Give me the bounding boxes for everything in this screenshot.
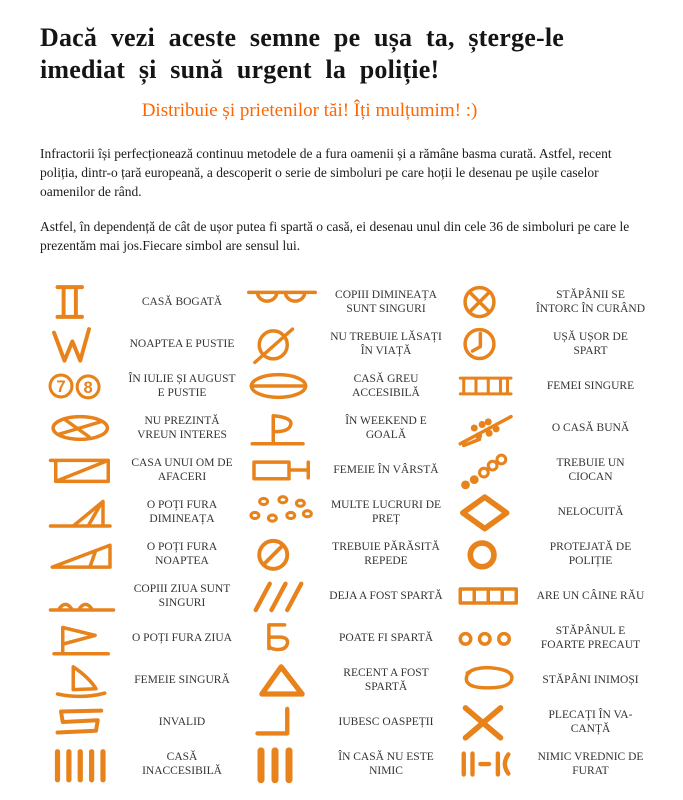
symbol-cell: [240, 533, 448, 575]
symbol-label: FEMEI SINGURE: [546, 379, 635, 392]
symbol-cell: [240, 281, 448, 323]
symbol-label: NU PREZINTĂ VREUN INTERES: [137, 414, 227, 441]
slashed-circle-icon: [240, 323, 324, 365]
oval-icon: [448, 659, 532, 701]
symbol-cell: [448, 407, 649, 449]
symbol-cell: [40, 491, 240, 533]
symbol-label: POATE FI SPARTĂ: [338, 631, 434, 644]
thick-circle-icon: [448, 533, 532, 575]
symbol-label: O POȚI FURA NOAPTEA: [146, 540, 218, 567]
triangle-line-morning-icon: [40, 491, 124, 533]
triangle-icon: [240, 659, 324, 701]
seven-eight-icon: [40, 365, 124, 407]
symbol-label: CASĂ INACCESIBILĂ: [142, 750, 222, 777]
symbol-cell: [40, 281, 240, 323]
triangle-long-night-icon: [40, 533, 124, 575]
symbol-label: CASĂ GREU ACCESIBILĂ: [352, 372, 420, 399]
symbol-label: ÎN IULIE ȘI AUGUST E PUSTIE: [128, 372, 236, 399]
symbol-cell: [40, 323, 240, 365]
symbol-cell: [40, 449, 240, 491]
symbol-cell: [40, 407, 240, 449]
corner-icon: [240, 701, 324, 743]
three-bars-icon: [240, 743, 324, 785]
symbol-cell: [240, 323, 448, 365]
symbol-cell: [448, 575, 649, 617]
symbol-label: ARE UN CÂINE RĂU: [536, 589, 645, 602]
syringe-icon: [240, 449, 324, 491]
symbol-label: COPIII ZIUA SUNT SINGURI: [133, 582, 231, 609]
letter-w-icon: [40, 323, 124, 365]
symbol-label: NU TREBUIE LĂSAȚI ÎN VIAȚĂ: [330, 330, 442, 357]
symbol-label: CASĂ BOGATĂ: [141, 295, 223, 308]
symbol-label: O CASĂ BUNĂ: [551, 421, 630, 434]
symbol-label: ÎN CASĂ NU ESTE NIMIC: [338, 750, 434, 777]
symbol-cell: [40, 701, 240, 743]
big-x-icon: [448, 701, 532, 743]
b-open-icon: [240, 617, 324, 659]
symbol-label: O POȚI FURA DIMINEAȚA: [146, 498, 218, 525]
symbol-label: IUBESC OASPEȚII: [338, 715, 434, 728]
symbol-cell: [40, 659, 240, 701]
bars-dash-paren-icon: [448, 743, 532, 785]
crossed-ellipse-icon: [40, 407, 124, 449]
sailboat-icon: [40, 659, 124, 701]
roman-two-icon: [40, 281, 124, 323]
symbol-label: RECENT A FOST SPARTĂ: [343, 666, 429, 693]
three-slashes-icon: [240, 575, 324, 617]
symbol-cell: [240, 617, 448, 659]
symbols-column: [40, 281, 240, 785]
symbol-label: COPIII DIMINEAȚA SUNT SINGURI: [335, 288, 437, 315]
share-subtitle: Distribuie și prietenilor tăi! Îți mulțumim! :): [141, 100, 478, 122]
symbols-column: [240, 281, 448, 785]
symbol-cell: [448, 281, 649, 323]
symbol-label: NELOCUITĂ: [557, 505, 624, 518]
symbol-cell: [448, 491, 649, 533]
symbol-label: FEMEIE ÎN VÂRSTĂ: [333, 463, 439, 476]
svg-text:7: 7: [56, 376, 66, 396]
symbols-grid: [40, 281, 649, 785]
no-entry-icon: [240, 533, 324, 575]
symbol-cell: [40, 575, 240, 617]
intro-paragraph-2: Astfel, în dependență de cât de ușor putea fi spartă o casă, ei desenau unul din cele 36 de simboluri pe care le prezentăm mai jos.Fiecare simbol are sensul lui.: [40, 219, 630, 253]
symbol-cell: [240, 407, 448, 449]
symbol-label: FEMEIE SINGURĂ: [134, 673, 230, 686]
symbol-cell: [240, 575, 448, 617]
symbol-label: CASA UNUI OM DE AFACERI: [131, 456, 233, 483]
symbol-cell: [240, 701, 448, 743]
symbol-cell: [240, 659, 448, 701]
three-circles-icon: [448, 617, 532, 659]
symbol-cell: [448, 659, 649, 701]
bead-chain-icon: [448, 449, 532, 491]
symbol-cell: [240, 449, 448, 491]
symbol-label: UȘĂ UȘOR DE SPART: [553, 330, 628, 357]
symbol-label: ÎN WEEKEND E GOALĂ: [345, 414, 427, 441]
symbol-cell: [448, 365, 649, 407]
symbol-cell: [240, 491, 448, 533]
symbol-label: MULTE LUCRURI DE PREȚ: [330, 498, 442, 525]
symbol-label: INVALID: [158, 715, 206, 728]
symbol-label: STĂPÂNII SE ÎNTORC ÎN CURÂND: [535, 288, 646, 315]
ellipse-line-icon: [240, 365, 324, 407]
symbol-cell: [240, 365, 448, 407]
ladder-horizontal-icon: [448, 365, 532, 407]
svg-text:8: 8: [83, 377, 93, 397]
rect-diagonal-icon: [40, 449, 124, 491]
symbol-label: TREBUIE PĂRĂSITĂ REPEDE: [332, 540, 440, 567]
four-squares-icon: [448, 575, 532, 617]
clock-icon: [448, 323, 532, 365]
zigzag-s-icon: [40, 701, 124, 743]
five-bars-icon: [40, 743, 124, 785]
symbol-cell: [448, 701, 649, 743]
symbol-cell: [40, 533, 240, 575]
symbol-cell: [448, 533, 649, 575]
symbol-label: STĂPÂNUL E FOARTE PRECAUT: [540, 624, 641, 651]
symbol-label: TREBUIE UN CIOCAN: [556, 456, 625, 483]
circle-x-icon: [448, 281, 532, 323]
symbol-cell: [448, 323, 649, 365]
intro-text: [40, 145, 640, 255]
symbol-label: PROTEJATĂ DE POLIȚIE: [549, 540, 632, 567]
symbol-cell: [40, 617, 240, 659]
symbol-label: PLECAȚI ÎN VA-CANȚĂ: [548, 708, 633, 735]
page-title: Dacă vezi aceste semne pe ușa ta, șterge-le imediat și sună urgent la poliție!: [40, 23, 564, 84]
line-two-cups-icon: [240, 281, 324, 323]
symbols-column: [448, 281, 649, 785]
symbol-cell: [448, 617, 649, 659]
flag-day-icon: [40, 617, 124, 659]
symbol-cell: [448, 743, 649, 785]
symbol-label: DEJA A FOST SPARTĂ: [329, 589, 443, 602]
symbol-label: STĂPÂNI INIMOȘI: [542, 673, 639, 686]
scattered-ovals-icon: [240, 491, 324, 533]
flag-weekend-icon: [240, 407, 324, 449]
symbol-label: NIMIC VREDNIC DE FURAT: [537, 750, 644, 777]
symbol-cell: [40, 743, 240, 785]
symbol-cell: [240, 743, 448, 785]
diamond-icon: [448, 491, 532, 533]
hash-scribble-icon: [448, 407, 532, 449]
symbol-label: O POȚI FURA ZIUA: [132, 631, 232, 644]
symbol-cell: [40, 365, 240, 407]
symbol-label: NOAPTEA E PUSTIE: [129, 337, 235, 350]
two-bumps-icon: [40, 575, 124, 617]
intro-paragraph-1: Infractorii își perfecționează continuu metodele de a fura oamenii și a rămâne basma curată. Astfel, recent poliția, dintr-o țară europeană, a descoperit o serie de simboluri pe care hoții le desenau pe ușile caselor oamenilor de rând.: [40, 146, 612, 199]
symbol-cell: [448, 449, 649, 491]
